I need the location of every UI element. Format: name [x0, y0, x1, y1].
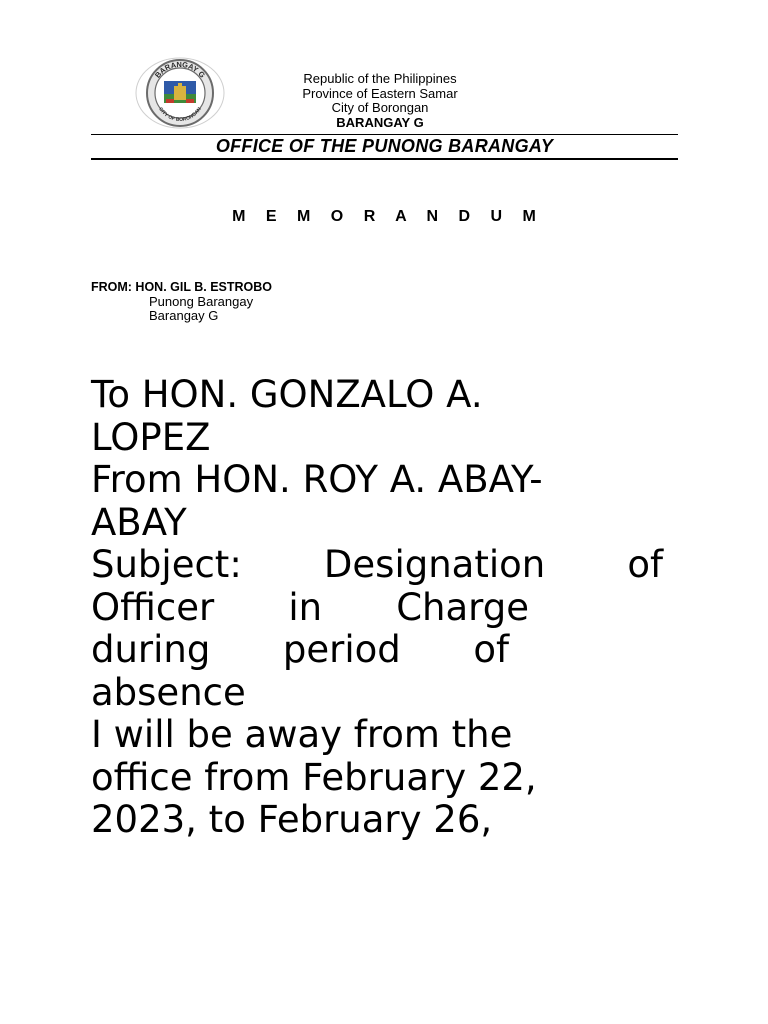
- office-title: OFFICE OF THE PUNONG BARANGAY: [215, 136, 554, 156]
- subject-line-2: [91, 587, 529, 630]
- subject-word: Subject:: [91, 543, 242, 586]
- subject-word: period: [282, 628, 401, 671]
- subject-word: of: [473, 628, 509, 671]
- memo-body: [91, 374, 663, 842]
- message-line-3: 2023, to February 26,: [91, 798, 493, 841]
- to-line-1: To HON. GONZALO A.: [91, 373, 483, 416]
- seal-text-bottom: CITY OF BORONGAN: [157, 106, 203, 124]
- to-line-2: LOPEZ: [91, 415, 211, 459]
- subject-word: during: [91, 628, 211, 671]
- letterhead: [280, 72, 480, 130]
- from-line-1: From HON. ROY A. ABAY-: [91, 458, 543, 501]
- memorandum-heading: M E M O R A N D U M: [232, 208, 544, 225]
- subject-line-4: absence: [91, 670, 246, 714]
- seal-text-top: BARANGAY G: [152, 59, 208, 80]
- subject-word: Designation: [323, 543, 546, 586]
- header-bottom-rule: [91, 158, 678, 160]
- subject-word: Charge: [396, 585, 529, 629]
- subject-line-1: [91, 544, 663, 587]
- message-line-2: office from February 22,: [91, 755, 537, 799]
- province-line: Province of Eastern Samar: [302, 85, 458, 101]
- barangay-line: BARANGAY G: [336, 114, 424, 130]
- message-line-1: I will be away from the: [91, 713, 513, 756]
- republic-line: Republic of the Philippines: [303, 71, 457, 86]
- from-position: Punong Barangay: [149, 293, 254, 309]
- subject-line-3: [91, 629, 509, 672]
- subject-word: in: [288, 585, 323, 629]
- subject-word: Officer: [91, 585, 215, 629]
- header-top-rule: [91, 134, 678, 135]
- from-line-2: ABAY: [91, 500, 187, 544]
- from-line: FROM: HON. GIL B. ESTROBO: [91, 280, 273, 294]
- from-barangay: Barangay G: [149, 308, 219, 323]
- barangay-seal-logo: [134, 57, 226, 129]
- subject-word: of: [627, 543, 663, 586]
- from-block: [91, 280, 272, 324]
- city-line: City of Borongan: [331, 100, 429, 115]
